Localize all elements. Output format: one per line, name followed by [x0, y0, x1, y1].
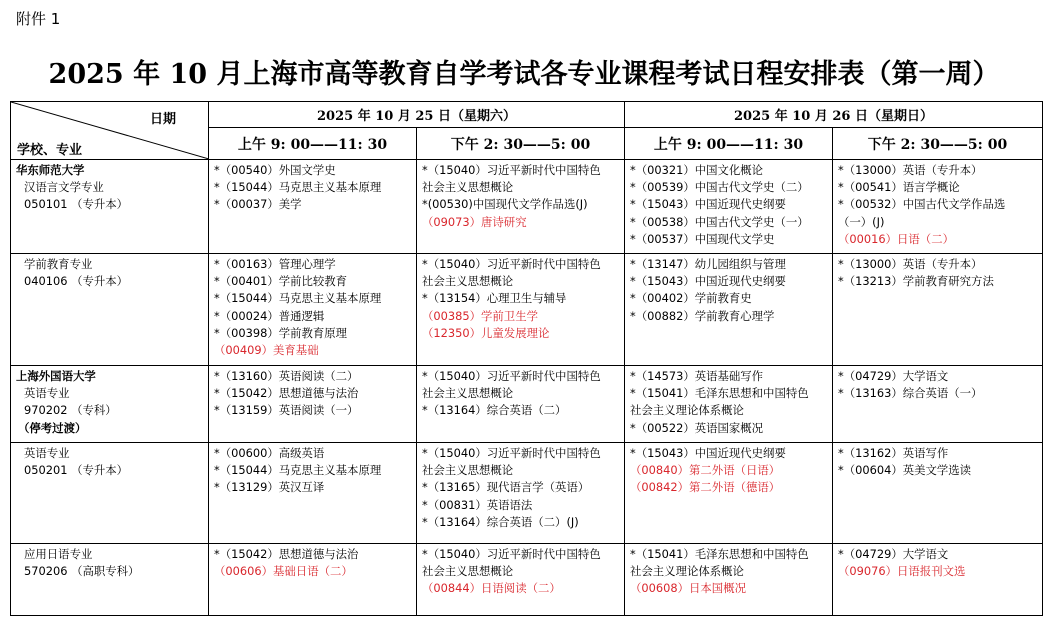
- date-header-label: 日期: [149, 112, 176, 127]
- course-line: *（00831）英语语法: [422, 497, 533, 512]
- school-name: 上海外国语大学: [16, 369, 96, 383]
- attachment-label: 附件 1: [16, 10, 61, 28]
- course-line: *（00538）中国古代文学史（一）: [630, 214, 809, 229]
- major-name: 学前教育专业: [24, 257, 93, 271]
- course-line: *（13163）综合英语（一）: [838, 386, 983, 401]
- course-cell: [417, 254, 625, 366]
- major-code: 040106 （专升本）: [24, 274, 129, 289]
- page-title: 2025 年 10 月上海市高等教育自学考试各专业课程考试日程安排表（第一周）: [48, 59, 1000, 90]
- course-line: 社会主义思想概论: [422, 274, 514, 289]
- course-cell: [209, 443, 417, 544]
- course-line: *（13159）英语阅读（一）: [214, 403, 359, 418]
- course-line: *（00024）普通逻辑: [214, 308, 325, 323]
- course-line: 社会主义理论体系概论: [630, 403, 744, 418]
- course-cell: [625, 160, 833, 254]
- course-line: （00840）第二外语（日语）: [630, 463, 781, 478]
- course-line: （00844）日语阅读（二）: [422, 581, 561, 596]
- program-cell: [11, 366, 209, 443]
- course-line: *（00604）英美文学选读: [838, 463, 972, 478]
- course-line: *（15040）习近平新时代中国特色: [422, 547, 601, 561]
- course-line: 社会主义思想概论: [422, 180, 514, 195]
- course-cell: [209, 366, 417, 443]
- major-code: 050201 （专升本）: [24, 463, 129, 478]
- course-line: *（15043）中国近现代史纲要: [630, 274, 786, 289]
- course-line: *（04729）大学语文: [838, 369, 949, 383]
- program-cell: [11, 544, 209, 616]
- table-row: [11, 254, 1043, 366]
- major-code: 570206 （高职专科）: [24, 564, 140, 579]
- course-line: *（00882）学前教育心理学: [630, 308, 775, 323]
- course-line: *（00522）英语国家概况: [630, 420, 764, 435]
- course-line: *（13213）学前教育研究方法: [838, 274, 994, 289]
- course-line: *（04729）大学语文: [838, 547, 949, 561]
- course-line: 社会主义思想概论: [422, 463, 514, 478]
- table-row: [11, 366, 1043, 443]
- day-2-morning-slot: 上午 9: 00——11: 30: [625, 128, 833, 160]
- course-line: *（00537）中国现代文学史: [630, 231, 775, 246]
- course-line: *（00037）美学: [214, 197, 302, 212]
- course-line: *（13160）英语阅读（二）: [214, 369, 359, 383]
- course-line: *（00321）中国文化概论: [630, 163, 764, 177]
- course-line: *（15041）毛泽东思想和中国特色: [630, 547, 809, 561]
- course-line: *（15040）习近平新时代中国特色: [422, 369, 601, 383]
- course-cell: [833, 254, 1043, 366]
- course-line: *（15040）习近平新时代中国特色: [422, 446, 601, 460]
- course-line: *（15044）马克思主义基本原理: [214, 291, 382, 306]
- course-line: *（15043）中国近现代史纲要: [630, 197, 786, 212]
- course-line: 社会主义理论体系概论: [630, 564, 744, 579]
- course-cell: [625, 443, 833, 544]
- course-line: *（15044）马克思主义基本原理: [214, 463, 382, 478]
- course-line: *（00540）外国文学史: [214, 163, 336, 177]
- course-line: *（14573）英语基础写作: [630, 369, 764, 383]
- course-cell: [833, 160, 1043, 254]
- course-line: *(00530)中国现代文学作品选(J): [422, 197, 588, 212]
- course-line: （00016）日语（二）: [838, 231, 954, 246]
- course-line: *（15043）中国近现代史纲要: [630, 446, 786, 460]
- course-line: *（13000）英语（专升本）: [838, 163, 983, 177]
- course-cell: [833, 544, 1043, 616]
- major-code: 970202 （专科）: [24, 403, 117, 418]
- course-line: （00409）美育基础: [214, 343, 319, 358]
- course-cell: [417, 366, 625, 443]
- course-line: （一）(J): [838, 214, 885, 229]
- course-line: *（15042）思想道德与法治: [214, 386, 359, 401]
- course-line: *（00398）学前教育原理: [214, 325, 348, 340]
- course-line: *（15041）毛泽东思想和中国特色: [630, 386, 809, 401]
- course-line: *（15040）习近平新时代中国特色: [422, 163, 601, 177]
- program-note: （停考过渡）: [18, 420, 87, 435]
- course-line: *（13164）综合英语（二）(J): [422, 514, 579, 529]
- program-cell: [11, 254, 209, 366]
- course-line: *（15044）马克思主义基本原理: [214, 180, 382, 195]
- course-cell: [625, 254, 833, 366]
- course-line: *（00532）中国古代文学作品选: [838, 197, 1006, 212]
- day-2-date: 2025 年 10 月 26 日（星期日）: [625, 102, 1043, 128]
- course-line: （12350）儿童发展理论: [422, 325, 550, 340]
- course-line: 社会主义思想概论: [422, 564, 514, 579]
- program-cell: [11, 443, 209, 544]
- major-name: 汉语言文学专业: [24, 180, 104, 195]
- major-name: 英语专业: [24, 386, 70, 401]
- school-major-header-label: 学校、专业: [17, 143, 83, 158]
- course-cell: [209, 160, 417, 254]
- table-row: [11, 160, 1043, 254]
- course-line: 社会主义思想概论: [422, 386, 514, 401]
- course-cell: [209, 254, 417, 366]
- course-line: *（13000）英语（专升本）: [838, 257, 983, 271]
- course-line: *（13147）幼儿园组织与管理: [630, 257, 786, 271]
- course-line: *（13165）现代语言学（英语）: [422, 480, 590, 495]
- header-corner-cell: [11, 102, 209, 160]
- major-code: 050101 （专升本）: [24, 197, 129, 212]
- table-row: [11, 544, 1043, 616]
- course-cell: [833, 366, 1043, 443]
- course-line: *（15040）习近平新时代中国特色: [422, 257, 601, 271]
- program-cell: [11, 160, 209, 254]
- day-1-afternoon-slot: 下午 2: 30——5: 00: [417, 128, 625, 160]
- day-1-morning-slot: 上午 9: 00——11: 30: [209, 128, 417, 160]
- major-name: 应用日语专业: [24, 547, 93, 561]
- course-cell: [625, 366, 833, 443]
- course-cell: [833, 443, 1043, 544]
- course-line: *（00600）高级英语: [214, 446, 325, 460]
- course-line: *（00541）语言学概论: [838, 180, 960, 195]
- course-line: （00608）日本国概况: [630, 581, 746, 596]
- course-cell: [417, 160, 625, 254]
- course-line: *（13162）英语写作: [838, 446, 949, 460]
- day-2-afternoon-slot: 下午 2: 30——5: 00: [833, 128, 1043, 160]
- course-line: *（13129）英汉互译: [214, 480, 325, 495]
- course-cell: [625, 544, 833, 616]
- major-name: 英语专业: [24, 446, 70, 460]
- course-line: *（00401）学前比较教育: [214, 274, 348, 289]
- course-line: （00842）第二外语（德语）: [630, 480, 781, 495]
- course-line: *（13154）心理卫生与辅导: [422, 291, 567, 306]
- course-cell: [417, 544, 625, 616]
- course-line: *（00402）学前教育史: [630, 291, 752, 306]
- day-1-date: 2025 年 10 月 25 日（星期六）: [209, 102, 625, 128]
- course-cell: [209, 544, 417, 616]
- course-line: *（00163）管理心理学: [214, 257, 336, 271]
- course-line: （09073）唐诗研究: [422, 214, 527, 229]
- course-line: *（13164）综合英语（二）: [422, 403, 567, 418]
- schedule-table: [10, 101, 1043, 616]
- table-row: [11, 443, 1043, 544]
- school-name: 华东师范大学: [16, 163, 85, 177]
- course-line: （00606）基础日语（二）: [214, 564, 353, 579]
- course-line: *（15042）思想道德与法治: [214, 547, 359, 561]
- course-cell: [417, 443, 625, 544]
- course-line: *（00539）中国古代文学史（二）: [630, 180, 809, 195]
- course-line: （09076）日语报刊文选: [838, 564, 966, 579]
- course-line: （00385）学前卫生学: [422, 308, 538, 323]
